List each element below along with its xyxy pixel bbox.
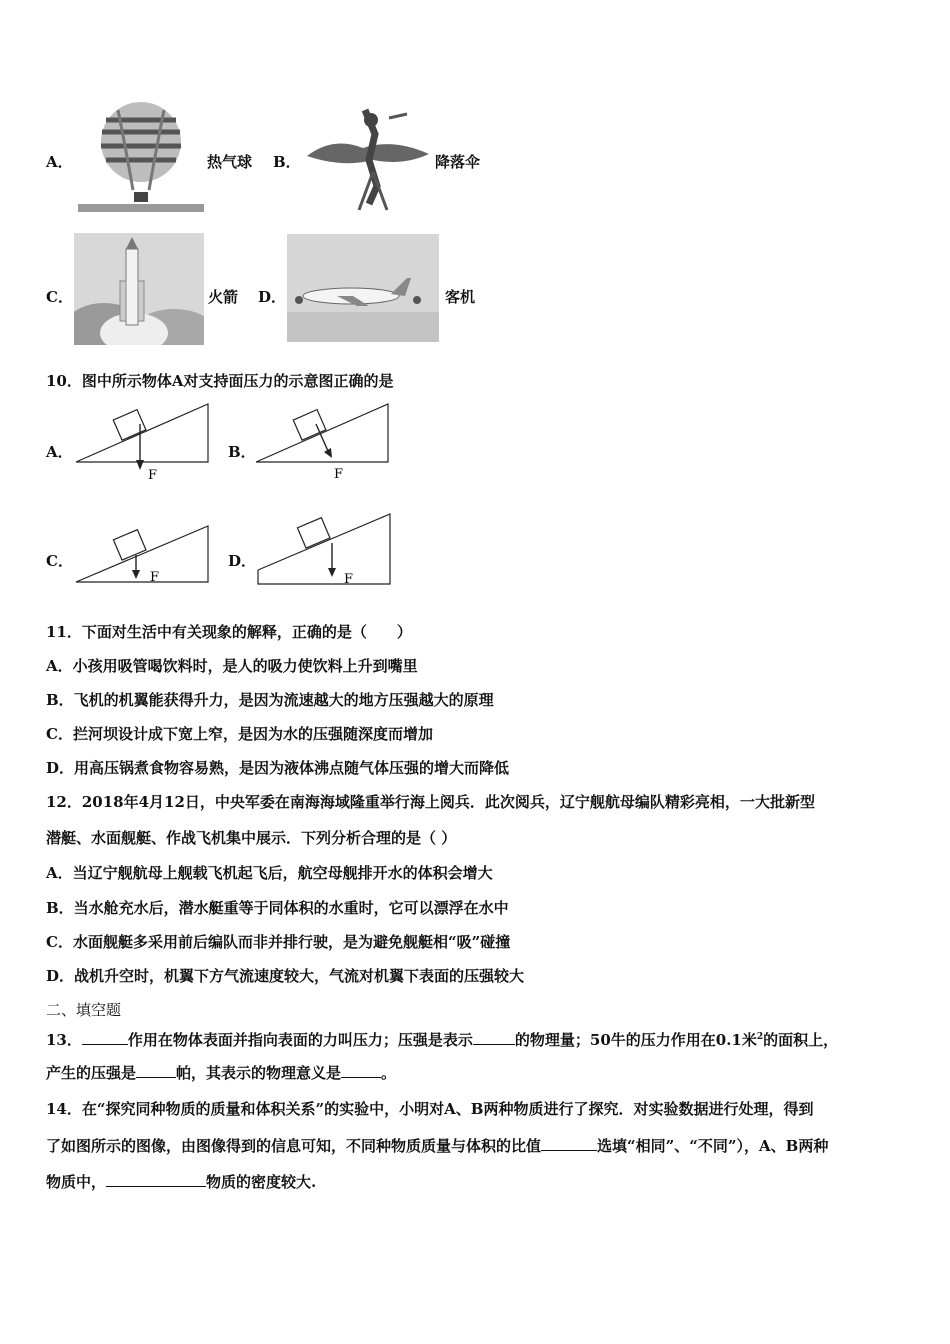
q9-option-c-letter: C． [46,288,73,306]
q14-text-2: 选填“相同”、“不同”），A、B两种 [597,1137,829,1155]
incline-diagram-d [256,510,396,590]
q14-line1: 14．在“探究同种物质的质量和体积关系”的实验中，小明对A、B两种物质进行了探究．对实验数据进行处理，得到 [46,1100,814,1118]
rocket-image [74,233,204,345]
q14-text-3: 物质中， [46,1173,107,1191]
q14-text-1: 了如图所示的图像，由图像得到的信息可知，不同种物质质量与体积的比值 [46,1137,542,1155]
incline-diagram-a [74,400,214,482]
q12-stem-line1: 12．2018年4月12日，中央军委在南海海域隆重举行海上阅兵．此次阅兵，辽宁舰航母编队精彩亮相，一大批新型 [46,793,815,811]
q12-stem-line2: 潜艇、水面舰艇、作战飞机集中展示．下列分析合理的是（ ） [46,829,457,847]
q9-option-d-label: 客机 [445,288,476,306]
q13-text-4: 产生的压强是 [46,1064,137,1082]
q10-option-d-letter: D． [228,552,257,570]
q13-blank-2[interactable] [473,1029,515,1045]
q10-d-force-label: F [344,572,354,587]
q11-option-b: B．飞机的机翼能获得升力，是因为流速越大的地方压强越大的原理 [46,691,494,709]
q9-option-a-label: 热气球 [207,153,253,171]
q11-option-c: C．拦河坝设计成下宽上窄，是因为水的压强随深度而增加 [46,725,433,743]
q14-line3 [46,1171,316,1192]
q11-stem: 11．下面对生活中有关现象的解释，正确的是（ ） [46,623,412,641]
q13-superscript: 2 [756,1032,764,1042]
q13-blank-3[interactable] [136,1062,176,1078]
incline-diagram-b [254,400,394,482]
q13-text-5: 帕，其表示的物理意义是 [176,1064,342,1082]
q13-text-2: 的物理量；50牛的压力作用在0.1米 [514,1031,757,1049]
q9-option-b-letter: B． [273,153,301,171]
q13-number: 13． [46,1031,82,1049]
q10-option-a-letter: A． [46,443,73,461]
q10-b-force-label: F [334,467,344,482]
q10-c-force-label: F [150,570,160,585]
q13-blank-1[interactable] [82,1029,128,1045]
q13-text-3: 的面积上， [763,1031,839,1049]
q11-option-a: A．小孩用吸管喝饮料时，是人的吸力使饮料上升到嘴里 [46,657,418,675]
q14-blank-2[interactable] [106,1171,206,1187]
q11-option-d: D．用高压锅煮食物容易熟，是因为液体沸点随气体压强的增大而降低 [46,759,510,777]
q13-blank-4[interactable] [341,1062,381,1078]
q10-option-b-letter: B． [228,443,256,461]
q9-option-c-label: 火箭 [208,288,239,306]
incline-diagram-c [74,520,214,590]
q12-option-a: A．当辽宁舰航母上舰载飞机起飞后，航空母舰排开水的体积会增大 [46,864,493,882]
q12-option-d: D．战机升空时，机翼下方气流速度较大，气流对机翼下表面的压强较大 [46,967,525,985]
q14-blank-1[interactable] [541,1135,597,1151]
airliner-image [287,234,439,342]
q13-line2 [46,1062,396,1083]
q9-option-a-letter: A． [46,153,73,171]
q12-option-b: B．当水舱充水后，潜水艇重等于同体积的水重时，它可以漂浮在水中 [46,899,509,917]
q9-option-d-letter: D． [258,288,287,306]
q13-text-1: 作用在物体表面并指向表面的力叫压力；压强是表示 [127,1031,473,1049]
q14-line2 [46,1135,828,1156]
q13-line1 [46,1027,838,1050]
q12-option-c: C．水面舰艇多采用前后编队而非并排行驶，是为避免舰艇相“吸”碰撞 [46,933,511,951]
q14-text-4: 物质的密度较大. [206,1173,317,1191]
q9-option-b-label: 降落伞 [435,153,481,171]
section-title-fill-blank: 二、填空题 [46,1001,122,1019]
q10-stem: 10．图中所示物体A对支持面压力的示意图正确的是 [46,372,394,390]
hot-air-balloon-image [78,100,204,216]
q13-text-6: 。 [381,1064,397,1082]
q10-a-force-label: F [148,468,158,482]
q10-option-c-letter: C． [46,552,73,570]
parachute-image [303,100,433,216]
